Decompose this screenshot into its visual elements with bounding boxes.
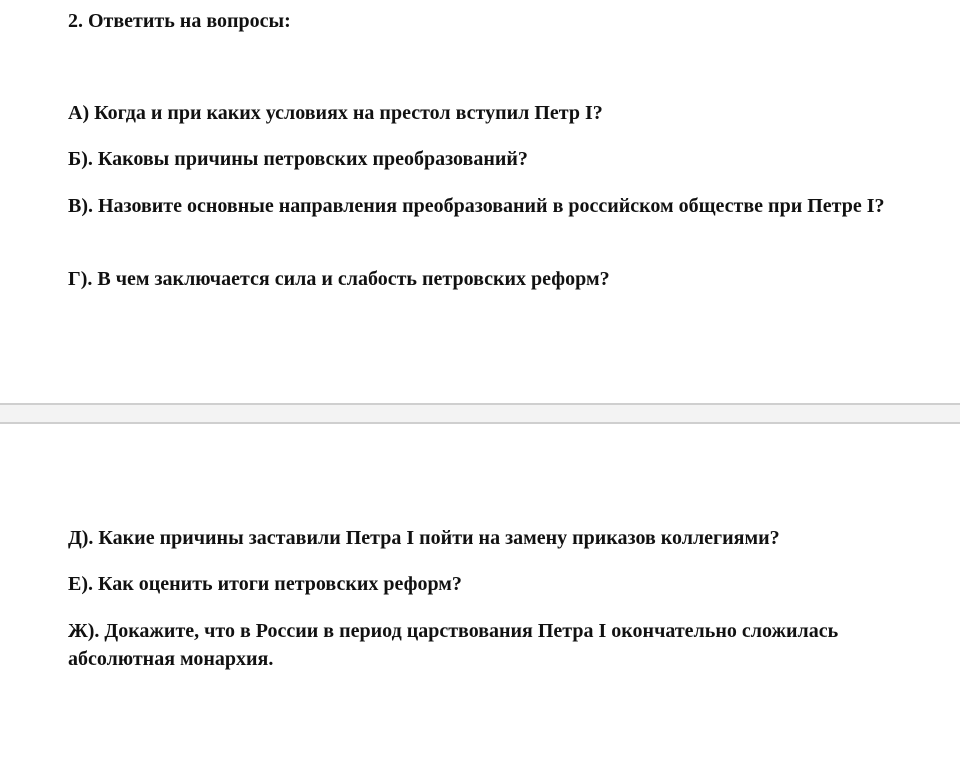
- document-page-2: [0, 424, 960, 777]
- section-heading: 2. Ответить на вопросы:: [68, 10, 291, 32]
- question-e: Е). Как оценить итоги петровских реформ?: [68, 573, 462, 595]
- question-d: Д). Какие причины заставили Петра I пойти на замену приказов коллегиями?: [68, 527, 780, 549]
- question-zh: Ж). Докажите, что в России в период царствования Петра I окончательно сложилась абсолютная монархия.: [68, 620, 839, 670]
- page-break-divider: [0, 403, 960, 424]
- question-v: В). Назовите основные направления преобразований в российском обществе при Петре I?: [68, 195, 885, 217]
- question-b: Б). Каковы причины петровских преобразований?: [68, 148, 528, 170]
- question-a: А) Когда и при каких условиях на престол вступил Петр I?: [68, 102, 603, 124]
- question-g: Г). В чем заключается сила и слабость петровских реформ?: [68, 268, 610, 290]
